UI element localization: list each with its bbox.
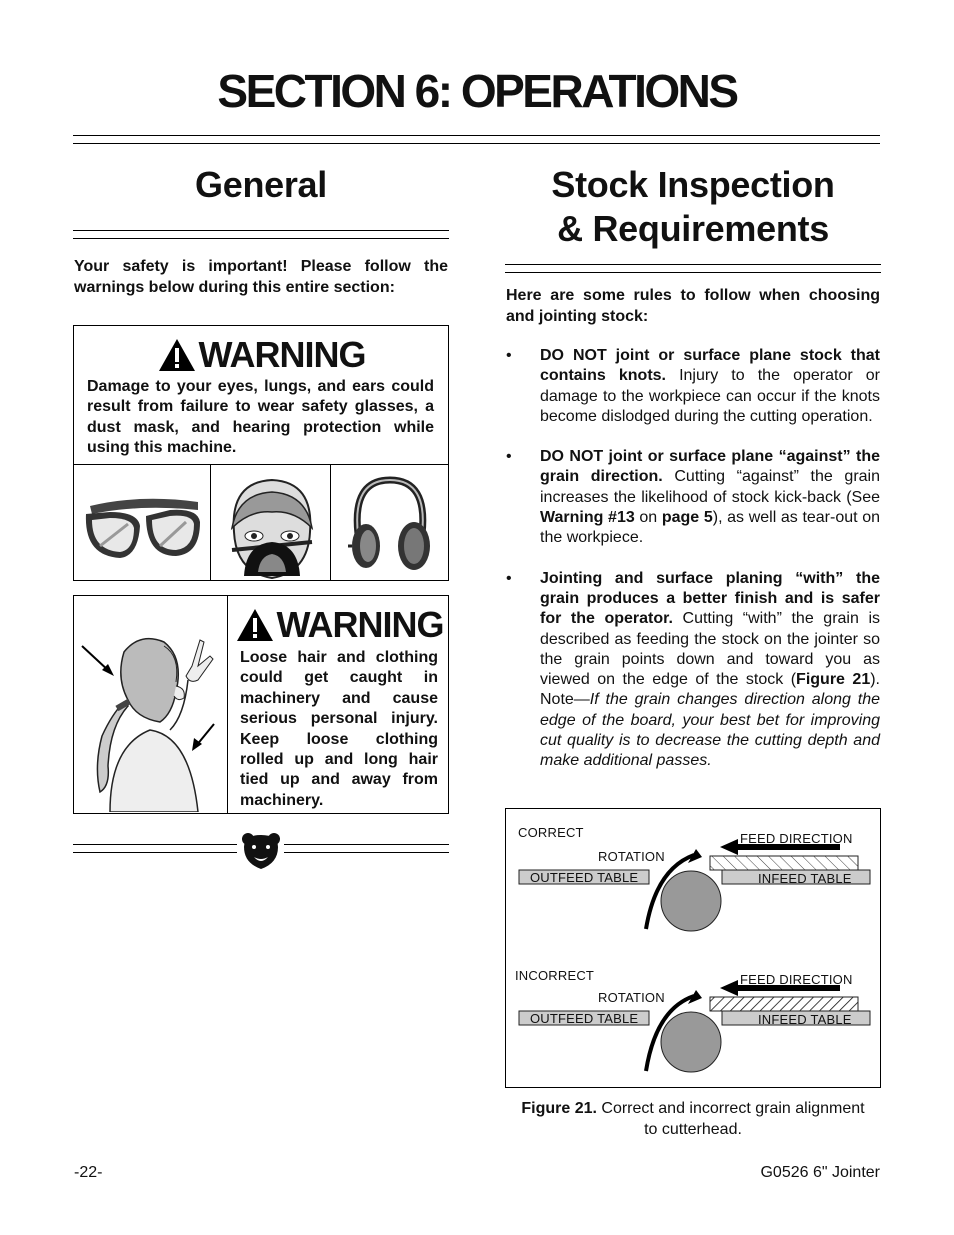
ppe-warning-box — [73, 325, 449, 581]
correct-infeed-label: INFEED TABLE — [758, 871, 852, 886]
tied-hair-person-icon — [80, 626, 222, 812]
figure-21 — [505, 808, 881, 1088]
bear-logo-icon — [240, 831, 282, 871]
figure-caption: Figure 21. Correct and incorrect grain alignment to cutterhead. — [521, 1100, 865, 1138]
warning-label: WARNING — [198, 334, 366, 375]
ear-muffs-icon — [346, 476, 434, 574]
warning-triangle-icon — [157, 337, 197, 373]
stock-heading — [505, 163, 881, 251]
stock-heading-line1: Stock Inspection — [551, 164, 835, 205]
correct-outfeed-label: OUTFEED TABLE — [530, 870, 639, 885]
correct-rotation-label: ROTATION — [598, 849, 665, 864]
dust-mask-icon — [224, 472, 320, 580]
list-item: • DO NOT joint or surface plane “against” the grain direction. Cutting “against” the grain increases the likelihood of stock kick-back (See Warning #13 on page 5), as well as tear-out on the workpiece. — [506, 448, 881, 547]
warning-triangle-icon — [235, 607, 275, 643]
grain-diagram — [506, 809, 879, 1086]
list-item: • Jointing and surface planing “with” the grain produces a better finish and is safer for the operator. Cutting “with” the grain is described as feeding the stock on the jointer so the grain points down and toward you as viewed on the edge of the stock (Figure 21). Note—If the grain changes direction along the edge of the board, your best bet for improving cut quality is to decrease the cutting depth and make additional passes. — [506, 569, 881, 770]
page-number: -22- — [74, 1164, 103, 1181]
section-title: SECTION 6: OPERATIONS — [217, 65, 737, 117]
hair-warning-text: Loose hair and clothing could get caught in machinery and cause serious personal injury. Keep loose clothing rolled up and long hair tied up and away from machinery. — [240, 649, 438, 809]
correct-feed-label: FEED DIRECTION — [740, 831, 853, 846]
incorrect-infeed-label: INFEED TABLE — [758, 1012, 852, 1027]
incorrect-rotation-label: ROTATION — [598, 990, 665, 1005]
general-intro: Your safety is important! Please follow the warnings below during this entire section: — [74, 258, 448, 296]
general-rule — [73, 230, 449, 239]
title-rule — [73, 135, 880, 144]
stock-rule — [505, 264, 881, 273]
hair-warning-box — [73, 595, 449, 814]
incorrect-feed-label: FEED DIRECTION — [740, 972, 853, 987]
ppe-warning-text: Damage to your eyes, lungs, and ears could result from failure to wear safety glasses, a dust mask, and hearing protection while using this machine. — [87, 378, 434, 457]
stock-rules-list — [506, 346, 880, 792]
correct-label: CORRECT — [518, 825, 584, 840]
stock-intro: Here are some rules to follow when choosing and jointing stock: — [506, 287, 880, 325]
incorrect-label: INCORRECT — [515, 968, 595, 983]
safety-glasses-icon — [80, 476, 206, 571]
incorrect-outfeed-label: OUTFEED TABLE — [530, 1011, 639, 1026]
stock-heading-line2: & Requirements — [557, 208, 829, 249]
warning-header — [74, 334, 448, 376]
warning-label: WARNING — [276, 604, 444, 645]
list-item: • DO NOT joint or surface plane stock that contains knots. Injury to the operator or damage to the workpiece can occur if the knots become dislodged during the cutting operation. — [506, 347, 880, 425]
model-name: G0526 6" Jointer — [760, 1164, 880, 1181]
general-heading: General — [195, 164, 327, 205]
warning-header — [232, 604, 446, 646]
